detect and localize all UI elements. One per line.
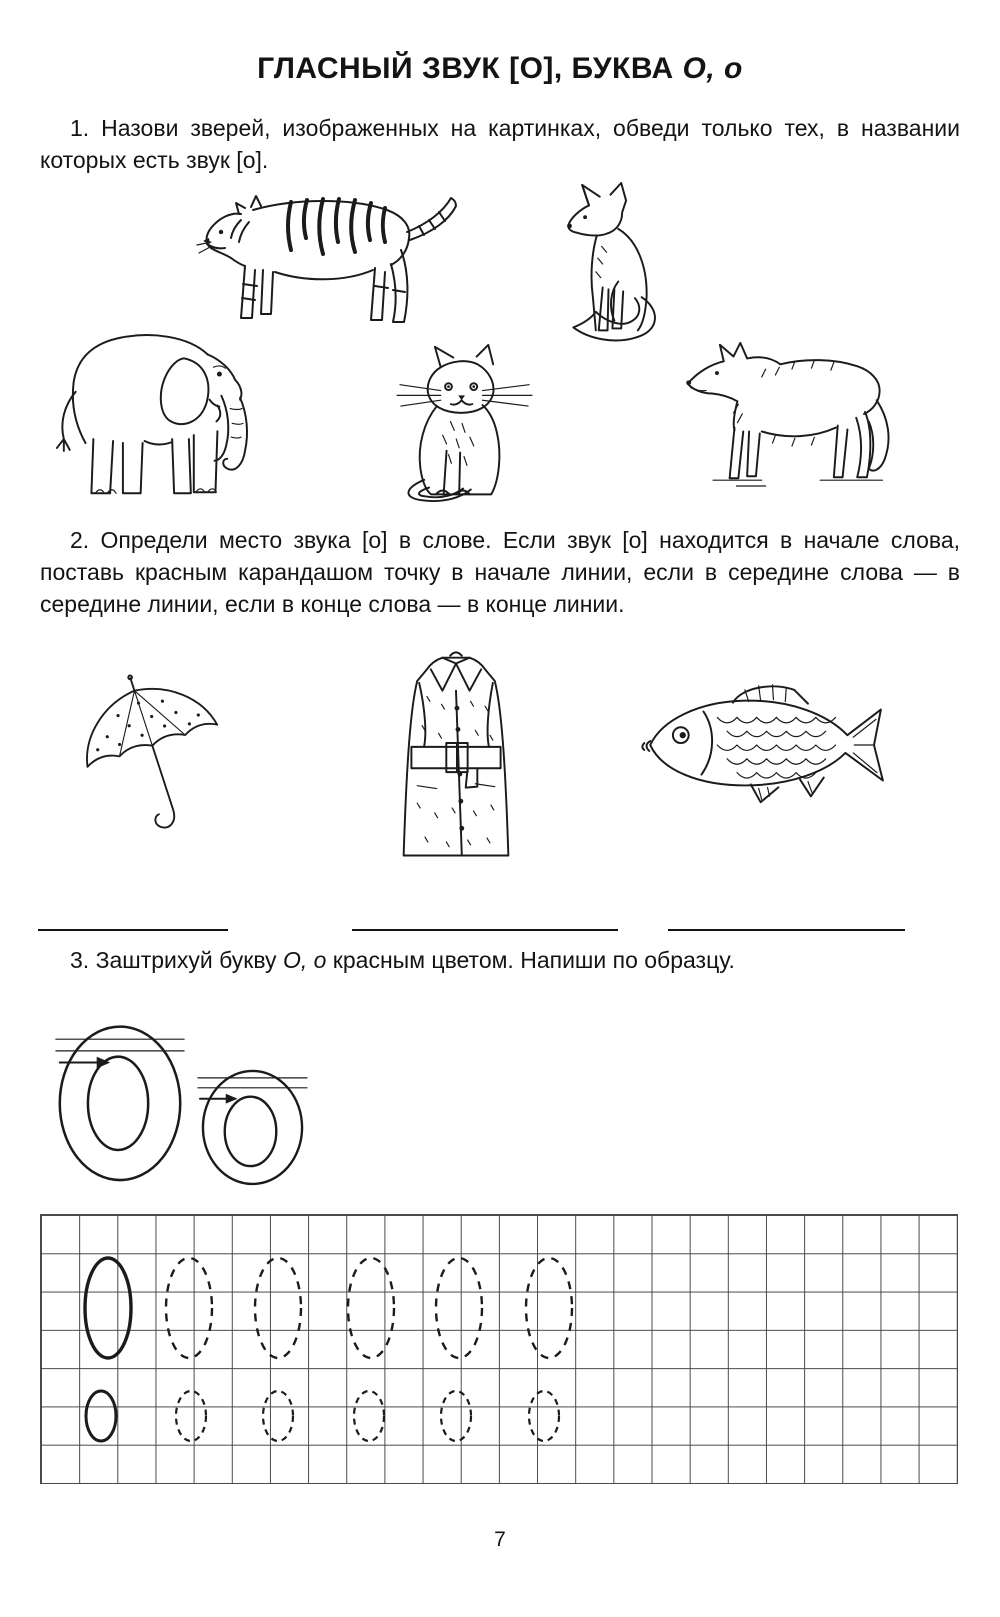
coat-illustration: [388, 648, 524, 871]
task3-suffix: красным цветом. Напиши по образцу.: [326, 947, 735, 973]
cat-illustration: [392, 342, 538, 507]
practice-oval-solid-small: [86, 1391, 116, 1441]
fox-illustration: [548, 182, 670, 346]
answer-line-fish: [668, 929, 905, 931]
task3-prefix: 3. Заштрихуй букву: [70, 947, 283, 973]
task1-illustrations: [0, 182, 1000, 518]
title-letters: О, о: [682, 52, 743, 85]
task2-text: 2. Определи место звука [о] в слове. Если звук [о] находится в начале слова, поставь красным карандашом точку в начале линии, если в середине слова — в середине линии, если в конце слова — в конце линии.: [40, 527, 960, 617]
practice-oval-dashed-small: [263, 1391, 293, 1441]
letter-o-lowercase-sample: [196, 1058, 310, 1187]
tiger-illustration: [195, 192, 460, 330]
practice-oval-dashed-large: [255, 1258, 301, 1358]
wolf-illustration: [678, 330, 902, 494]
practice-oval-dashed-small: [529, 1391, 559, 1441]
practice-row-lowercase: [86, 1391, 559, 1441]
practice-oval-dashed-small: [441, 1391, 471, 1441]
task3-text: [40, 944, 960, 976]
practice-oval-dashed-large: [348, 1258, 394, 1358]
elephant-illustration: [38, 315, 260, 507]
letter-samples: [0, 1006, 1000, 1196]
title-main: ГЛАСНЫЙ ЗВУК [О], БУКВА: [257, 52, 683, 85]
writing-grid: [40, 1214, 958, 1484]
practice-oval-dashed-small: [176, 1391, 206, 1441]
task2-illustrations: [0, 646, 1000, 882]
practice-oval-dashed-large: [436, 1258, 482, 1358]
practice-oval-dashed-large: [526, 1258, 572, 1358]
answer-line-umbrella: [38, 929, 228, 931]
letter-o-uppercase-sample: [52, 1012, 188, 1183]
answer-line-coat: [352, 929, 618, 931]
practice-oval-solid-large: [85, 1258, 131, 1358]
practice-oval-dashed-small: [354, 1391, 384, 1441]
umbrella-illustration: [68, 670, 250, 848]
answer-lines: [0, 929, 1000, 933]
practice-row-uppercase: [85, 1258, 572, 1358]
page-number: 7: [494, 1528, 506, 1551]
practice-oval-dashed-large: [166, 1258, 212, 1358]
task1-text: 1. Назови зверей, изображенных на картинках, обведи только тех, в названии которых есть звук [о].: [40, 115, 960, 173]
task3-letters: О, о: [282, 947, 327, 973]
page-title: [0, 52, 1000, 86]
fish-illustration: [634, 678, 906, 816]
